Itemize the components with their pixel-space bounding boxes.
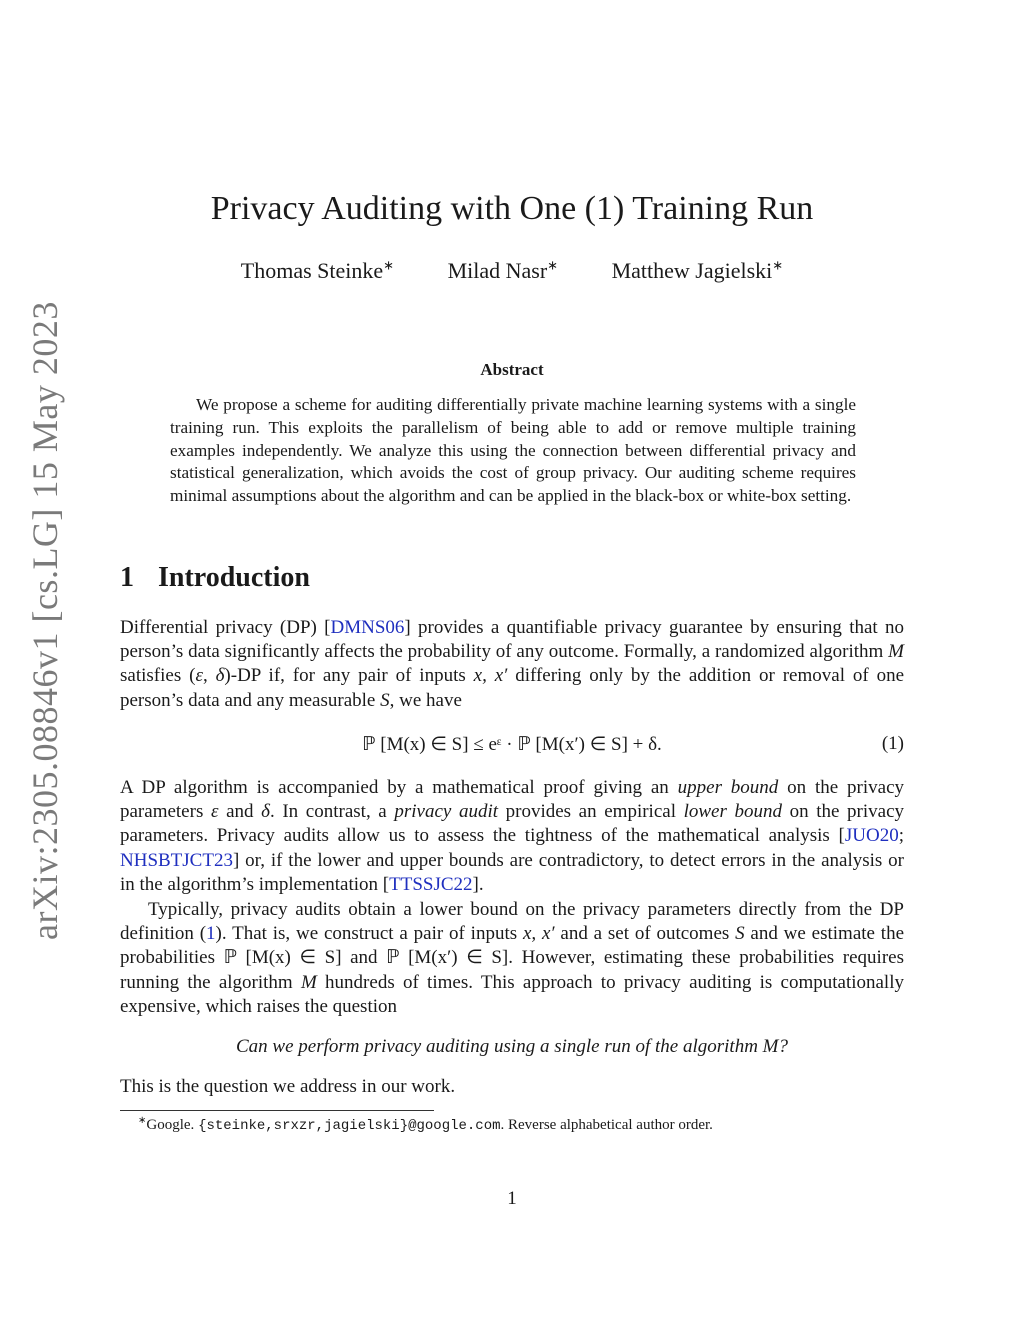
page-number: 1 bbox=[507, 1188, 517, 1209]
citation-link[interactable]: DMNS06 bbox=[330, 617, 405, 638]
abstract-text: We propose a scheme for auditing differentially private machine learning systems with a single training run. This exploits the parallelism of being able to add or remove multiple training examples independently. We analyze this using the connection between differential privacy and statistical generalization, which avoids the cost of group privacy. Our auditing scheme requires minimal assumptions about the algorithm and can be applied in the black-box or white-box setting. bbox=[170, 395, 856, 506]
equation-1: ℙ [M(x) ∈ S] ≤ eᵋ · ℙ [M(x′) ∈ S] + δ. bbox=[362, 734, 662, 755]
citation-link[interactable]: JUO20 bbox=[844, 825, 899, 847]
paragraph-definition: Differential privacy (DP) [DMNS06] provides a quantifiable privacy guarantee by ensuring that no person’s data significantly affects the probability of any outcome. Formally, a randomized algorithm M satisfies (ε, δ)-DP if, for any pair of inputs x, x′ differing only by the addition or removal of one person’s data and any measurable S, we have bbox=[120, 617, 905, 711]
author-2: Milad Nasr∗ bbox=[447, 258, 559, 284]
arxiv-stamp: arXiv:2305.08846v1 [cs.LG] 15 May 2023 bbox=[25, 301, 65, 940]
equation-number: (1) bbox=[881, 733, 904, 754]
paragraph-audit: A DP algorithm is accompanied by a mathematical proof giving an upper bound on the privacy parameters ε and δ. In contrast, a privacy audit provides an empirical lower bound on the privacy parameters. Privacy audits allow us to assess the tightness of the mathematical analysis [JUO20; NHSBTJCT23] or, if the lower and upper bounds are contradictory, to detect errors in the analysis or in the algorithm’s implementation [TTSSJC22]. bbox=[120, 777, 905, 895]
author-list bbox=[0, 258, 1024, 284]
footnote: ∗Google. {steinke,srxzr,jagielski}@google.com. Reverse alphabetical author order. bbox=[138, 1115, 713, 1134]
footnote-rule bbox=[120, 1110, 434, 1111]
author-3: Matthew Jagielski∗ bbox=[611, 258, 784, 284]
abstract-heading: Abstract bbox=[480, 360, 544, 379]
author-emails: {steinke,srxzr,jagielski}@google.com bbox=[198, 1118, 501, 1134]
section-title: Introduction bbox=[158, 562, 310, 593]
closing-sentence: This is the question we address in our work. bbox=[120, 1076, 456, 1097]
equation-ref-link[interactable]: 1 bbox=[206, 923, 216, 945]
research-question: Can we perform privacy auditing using a single run of the algorithm M? bbox=[235, 1036, 789, 1057]
paragraph-typical: Typically, privacy audits obtain a lower bound on the privacy parameters directly from the DP definition (1). That is, we construct a pair of inputs x, x′ and a set of outcomes S and we estimate the probabilities ℙ [M(x) ∈ S] and ℙ [M(x′) ∈ S]. However, estimating these probabilities requires running the algorithm M hundreds of times. This approach to privacy auditing is computationally expensive, which raises the question bbox=[120, 899, 905, 1017]
paper-title: Privacy Auditing with One (1) Training Run bbox=[210, 190, 814, 227]
section-heading bbox=[120, 562, 310, 594]
citation-link[interactable]: NHSBTJCT23 bbox=[120, 849, 233, 871]
section-number: 1 bbox=[120, 562, 134, 593]
citation-link[interactable]: TTSSJC22 bbox=[389, 873, 473, 895]
author-1: Thomas Steinke∗ bbox=[240, 258, 395, 284]
